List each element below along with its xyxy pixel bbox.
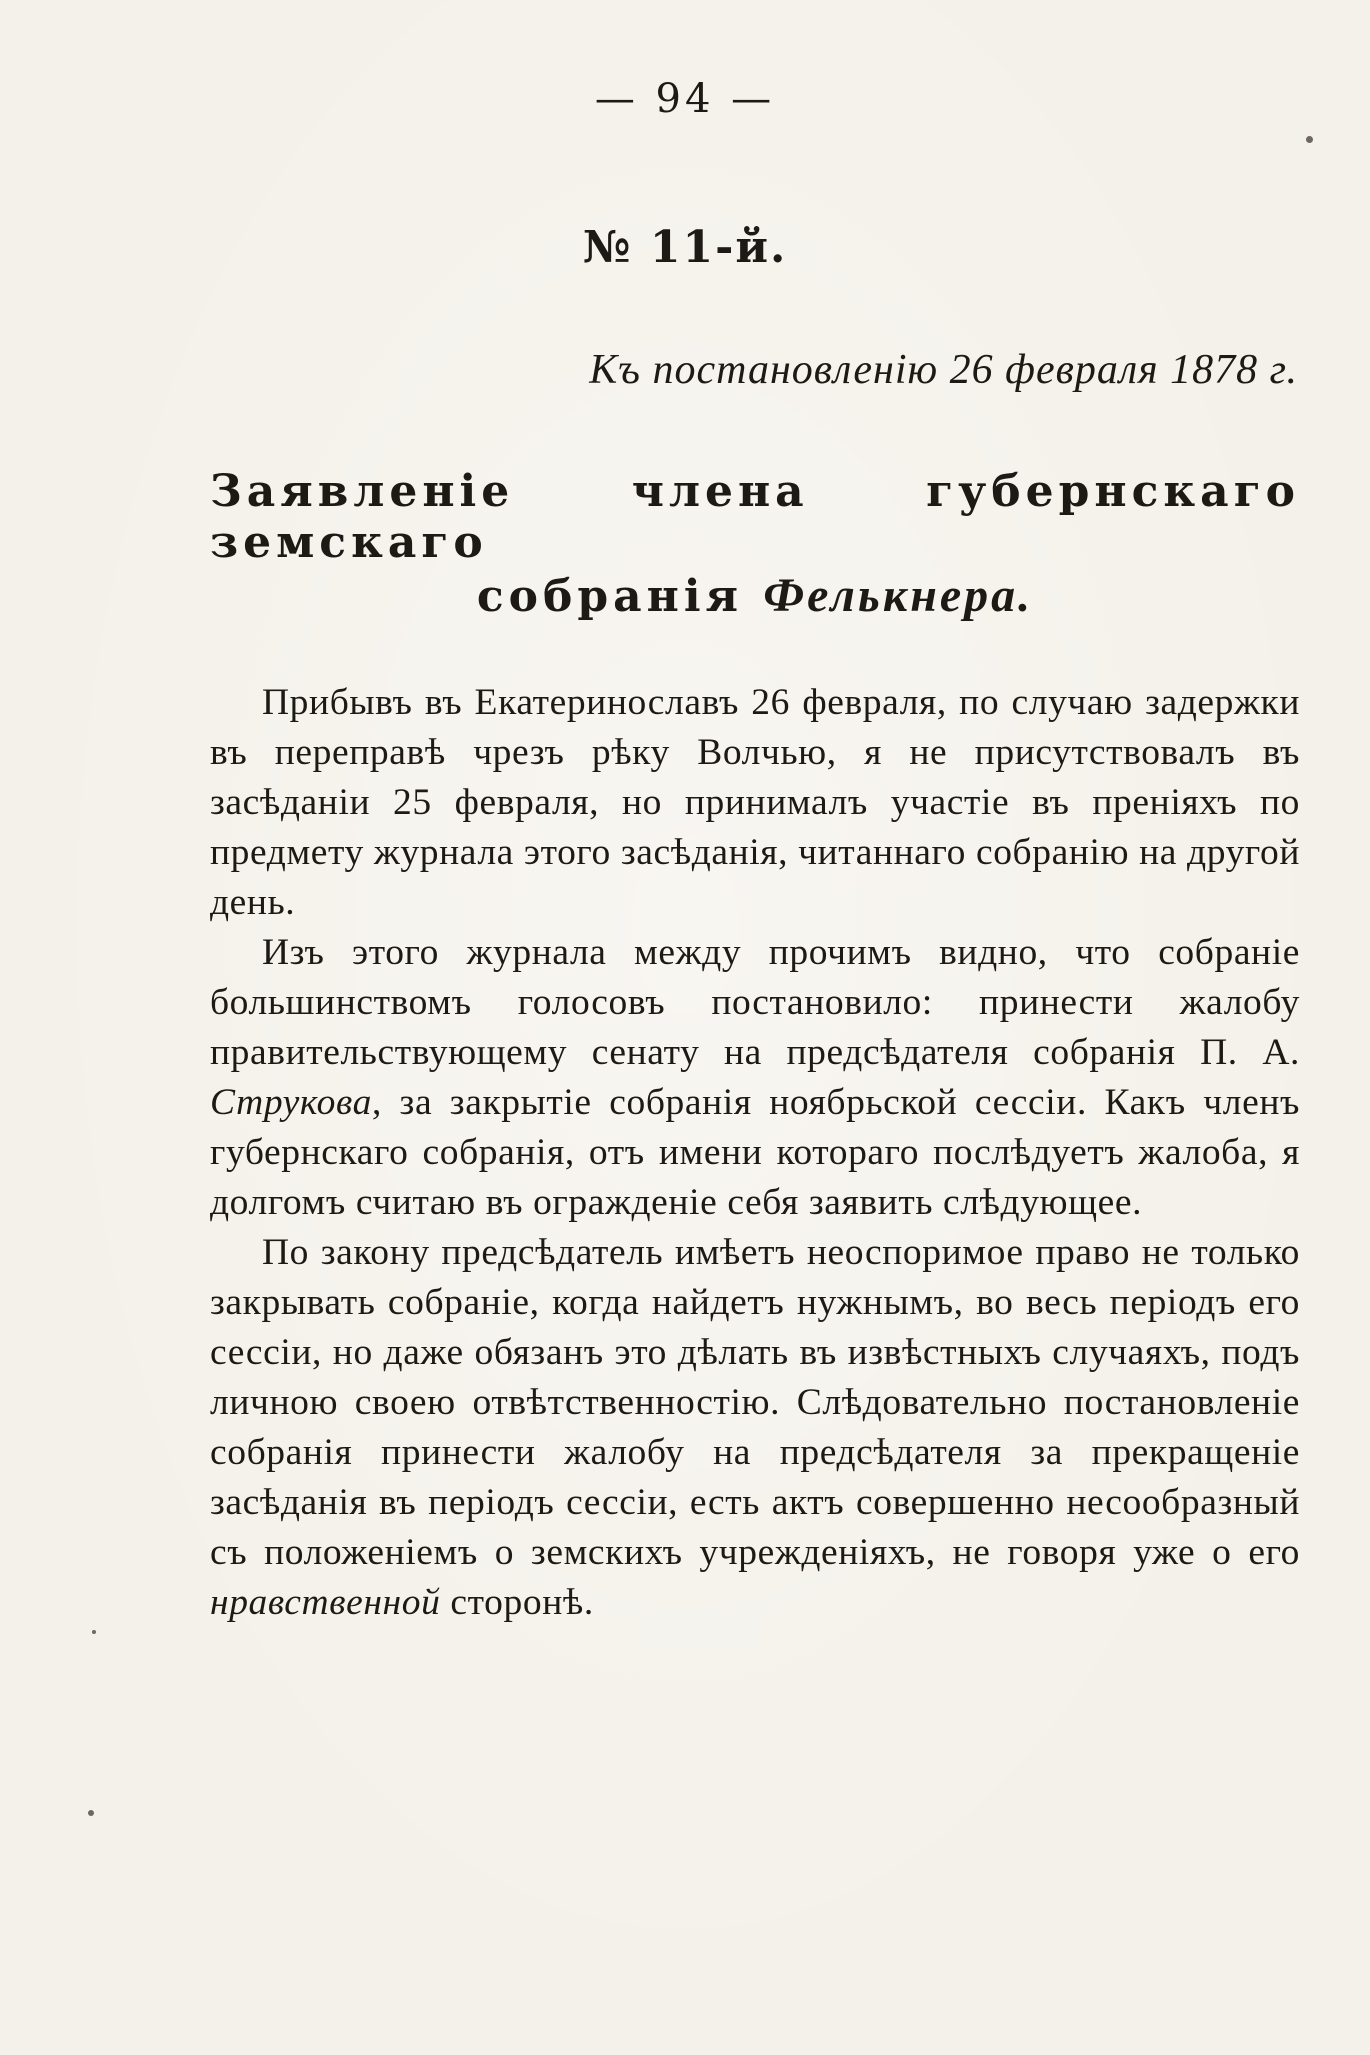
bleed-through-line	[210, 178, 1300, 218]
ink-speck	[1306, 136, 1313, 143]
heading-prefix: собранія	[476, 571, 744, 622]
paragraph-2	[210, 928, 1300, 1228]
heading-author-name: Фелькнера.	[763, 569, 1034, 622]
paragraph-segment: Прибывъ въ Екатеринославъ 26 февраля, по случаю задержки въ переправѣ чрезъ рѣку Волчью, я не присутствовалъ въ засѣданіи 25 февраля, но принималъ участіе въ преніяхъ по предмету журнала этого засѣданія, читаннаго собранію на другой день.	[210, 682, 1300, 923]
paragraph-segment: Изъ этого журнала между прочимъ видно, что собраніе большинствомъ голосовъ постановило: принести жалобу правительствующему сенату на предсѣдателя собранія П. А.	[210, 932, 1300, 1073]
heading-line-2	[210, 568, 1300, 623]
heading-line-1: Заявленіе члена губернскаго земскаго	[210, 466, 1300, 568]
paragraph-1	[210, 678, 1300, 928]
body-text	[210, 678, 1300, 1628]
ink-speck	[92, 1630, 96, 1634]
paragraph-segment: По закону предсѣдатель имѣетъ неоспоримое право не только закрывать собраніе, когда найдетъ нужнымъ, во весь періодъ его сессіи, но даже обязанъ это дѣлать въ извѣстныхъ случаяхъ, подъ личною своею отвѣтственностію. Слѣдовательно постановленіе собранія принести жалобу на предсѣдателя за прекращеніе засѣданія въ періодъ сессіи, есть актъ совершенно несообразный съ положеніемъ о земскихъ учрежденіяхъ, не говоря уже о его	[210, 1232, 1300, 1573]
surname-struckov: Струкова	[210, 1082, 372, 1123]
document-number: № 11-й.	[582, 222, 788, 273]
reference-line: Къ постановленію 26 февраля 1878 г.	[589, 347, 1298, 393]
page-number: — 94 —	[594, 76, 776, 122]
paragraph-3	[210, 1228, 1300, 1628]
italic-word-moral: нравственной	[210, 1582, 441, 1623]
ink-speck	[88, 1810, 94, 1816]
paragraph-segment: , за закрытіе собранія ноябрьской сессіи. Какъ членъ губернскаго собранія, отъ имени котораго послѣдуетъ жалоба, я долгомъ считаю въ огражденіе себя заявить слѣдующее.	[210, 1082, 1300, 1223]
paragraph-segment: сторонѣ.	[440, 1582, 594, 1623]
